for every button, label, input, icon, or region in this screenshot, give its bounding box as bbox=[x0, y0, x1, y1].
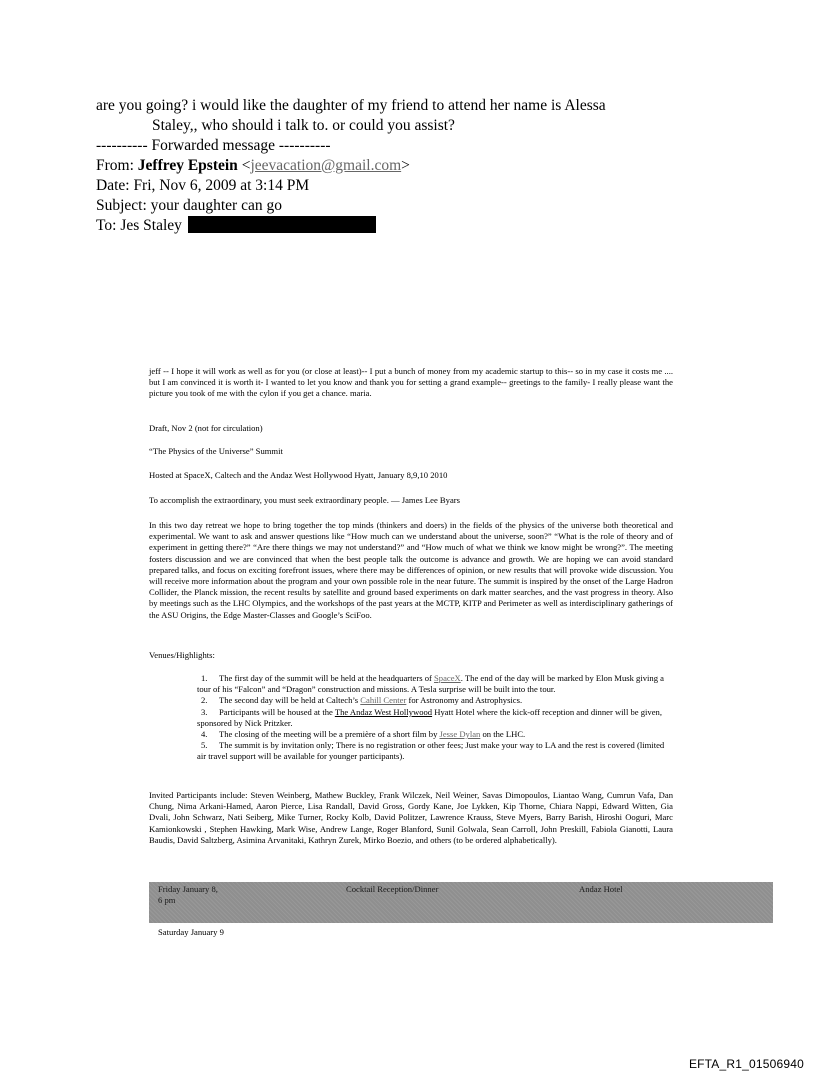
jesse-dylan-link[interactable]: Jesse Dylan bbox=[439, 729, 481, 740]
summit-title: “The Physics of the Universe” Summit bbox=[149, 446, 283, 456]
venue-item-3: 3. Participants will be housed at the The Andaz West Hollywood Hyatt Hotel where the kick-off reception and dinner will be given, sponsored by Nick Pritzker. bbox=[197, 706, 662, 728]
intro-paragraph: jeff -- I hope it will work as well as for you (or close at least)-- I put a bunch of money from my academic startup to this-- so in my case it costs me .... but I am convinced it is worth it- I wanted to let you know and thank you for setting a grand example-- greetings to the family- I really please want the picture you took of me with the cylon if you get a chance. maria. bbox=[149, 366, 673, 399]
venue-item-4: 4. The closing of the meeting will be a première of a short film by Jesse Dylan on the LHC. bbox=[201, 729, 526, 740]
schedule-day: Friday January 8, bbox=[158, 884, 218, 894]
from-line: From: Jeffrey Epstein <jeevacation@gmail.com> bbox=[96, 157, 410, 174]
to-line bbox=[96, 216, 716, 236]
quote-line: To accomplish the extraordinary, you must seek extraordinary people. — James Lee Byars bbox=[149, 495, 460, 505]
venue-item-1: 1. The first day of the summit will be held at the headquarters of SpaceX. The end of the day will be marked by Elon Musk giving a tour of his “Falcon” and “Dragon” construction and missions. A Tesla surprise will be built into the tour. bbox=[197, 673, 664, 695]
message-line-1: are you going? i would like the daughter of my friend to attend her name is Alessa bbox=[96, 97, 606, 114]
forwarded-separator: ---------- Forwarded message ---------- bbox=[96, 137, 331, 154]
email-header bbox=[96, 96, 716, 236]
spacex-link[interactable]: SpaceX bbox=[434, 673, 461, 683]
to-label: To: Jes Staley bbox=[96, 217, 182, 234]
andaz-link[interactable]: The Andaz West Hollywood bbox=[334, 706, 433, 717]
schedule-row-saturday: Saturday January 9 bbox=[158, 927, 224, 937]
from-email-link[interactable]: jeevacation@gmail.com bbox=[250, 157, 402, 174]
hosted-line: Hosted at SpaceX, Caltech and the Andaz West Hollywood Hyatt, January 8,9,10 2010 bbox=[149, 470, 448, 480]
venue-item-5: 5. The summit is by invitation only; There is no registration or other fees; Just make your way to LA and the rest is covered (limited air travel support will be available for younger participants). bbox=[197, 740, 665, 762]
schedule-time: 6 pm bbox=[158, 895, 176, 905]
from-label: From: bbox=[96, 157, 138, 174]
schedule-location: Andaz Hotel bbox=[579, 884, 623, 894]
date-line: Date: Fri, Nov 6, 2009 at 3:14 PM bbox=[96, 177, 310, 194]
cahill-center-link[interactable]: Cahill Center bbox=[360, 695, 407, 706]
redaction-box bbox=[188, 216, 376, 233]
schedule-row-friday bbox=[149, 882, 773, 923]
venue-item-2: 2. The second day will be held at Caltech’s Cahill Center for Astronomy and Astrophysics. bbox=[201, 695, 523, 706]
subject-line: Subject: your daughter can go bbox=[96, 197, 282, 214]
bates-number: EFTA_R1_01506940 bbox=[688, 1057, 804, 1071]
message-line-2: Staley,, who should i talk to. or could you assist? bbox=[152, 117, 455, 134]
from-name: Jeffrey Epstein bbox=[137, 157, 238, 174]
venues-list bbox=[197, 673, 671, 763]
invited-participants: Invited Participants include: Steven Weinberg, Mathew Buckley, Frank Wilczek, Neil Weiner, Savas Dimopoulos, Liantao Wang, Cumrun Vafa, Dan Chung, Nima Arkani-Hamed, Aaron Pierce, Lisa Randall, David Gross, Gordy Kane, Joe Lykken, Kip Thorne, Chiara Nappi, Edward Witten, Gia Dvali, John Schwarz, Nati Seiberg, Mike Turner, Rocky Kolb, David Politzer, Lawrence Krauss, Steve Myers, Barry Barish, Hiroshi Ooguri, Marc Kamionkowski , Stephen Hawking, Mark Wise, Andrew Lange, Roger Blanford, Sunil Golwala, Sean Carroll, John Preskill, Fabiola Gianotti, Laura Baudis, David Saltzberg, Asimina Arvanitaki, Kathryn Zurek, Mirko Boezio, and others (to be ordered alphabetically). bbox=[149, 790, 673, 845]
schedule-event: Cocktail Reception/Dinner bbox=[346, 884, 439, 894]
draft-note: Draft, Nov 2 (not for circulation) bbox=[149, 423, 263, 433]
venues-heading: Venues/Highlights: bbox=[149, 650, 215, 660]
retreat-paragraph: In this two day retreat we hope to bring together the top minds (thinkers and doers) in the fields of the physics of the universe both theoretical and experimental. We want to ask and answer questions like “How much can we understand about the universe, soon?” “What is the role of theory and of experiment in getting there?” “Are there things we may not understand?” and “How much of what we think we know might be wrong?”. The meeting fosters discussion and we are convinced that when the best people talk the outcome is advance and growth. We are hoping we can avoid standard prepared talks, and focus on exciting forefront issues, where there may be differences of opinion, or new results that will provoke wide discussion. You will receive more information about the program and your own possible role in the near future. The summit is inspired by the onset of the Large Hadron Collider, the Planck mission, the recent results by satellite and ground based experiments on dark matter searches, and the vast progress in theory. Also by meetings such as the LHC Olympics, and the workshops of the past years at the MCTP, KITP and Perimeter as well as interdisciplinary gatherings of the ASU Origins, the Edge Master-Classes and Google’s SciFoo. bbox=[149, 520, 673, 620]
